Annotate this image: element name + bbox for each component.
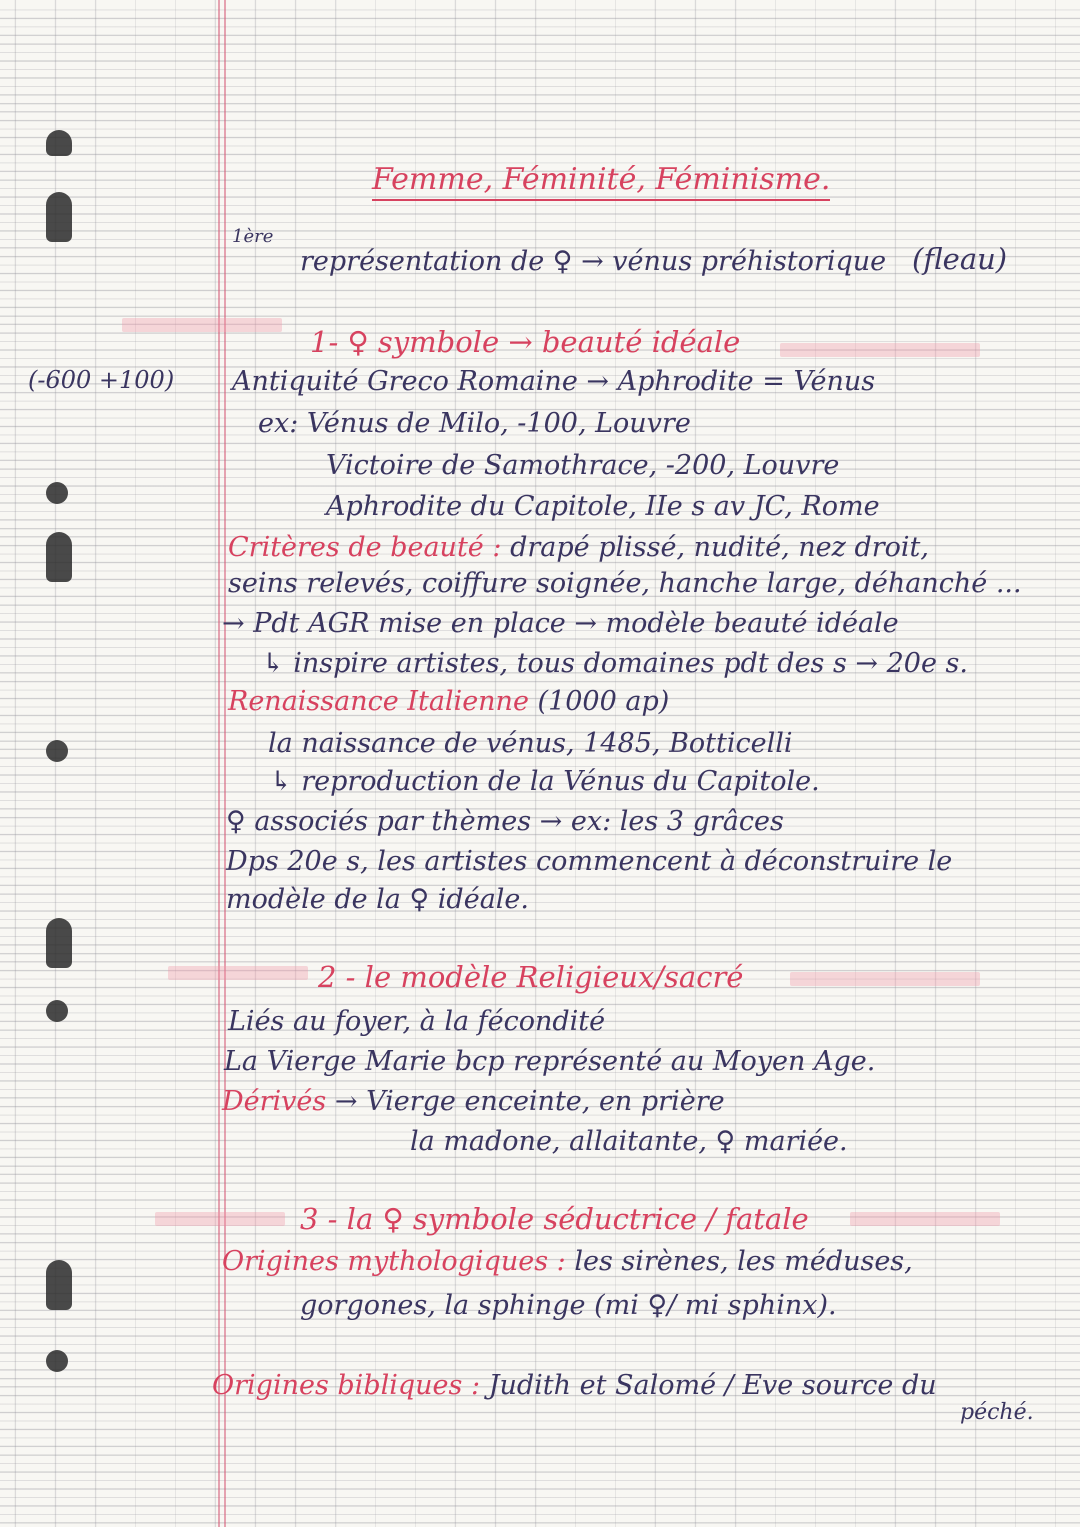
bibliques-line	[212, 1372, 937, 1399]
bibliques-label: Origines bibliques :	[212, 1370, 481, 1401]
modele-line: modèle de la ♀ idéale.	[226, 884, 529, 915]
bibliques-line-2: péché.	[960, 1400, 1034, 1425]
pdt-line: → Pdt AGR mise en place → modèle beauté idéale	[222, 608, 899, 639]
intro-note: (fleau)	[912, 242, 1008, 276]
derives-line	[222, 1088, 725, 1115]
naissance-line: la naissance de vénus, 1485, Botticelli	[268, 728, 793, 759]
criteres-label: Critères de beauté :	[228, 532, 502, 563]
section-3-heading: 3 - la ♀ symbole séductrice / fatale	[300, 1202, 809, 1236]
mythologiques-text: les sirènes, les méduses,	[574, 1246, 913, 1277]
example-line: Aphrodite du Capitole, IIe s av JC, Rome	[326, 491, 880, 522]
intro-line: représentation de ♀ → vénus préhistorique	[300, 246, 887, 277]
section-2-line: La Vierge Marie bcp représenté au Moyen Age.	[224, 1046, 876, 1077]
reproduction-line: ↳ reproduction de la Vénus du Capitole.	[270, 766, 820, 797]
dps-line: Dps 20e s, les artistes commencent à déconstruire le	[226, 846, 953, 877]
criteres-line	[228, 534, 929, 561]
renaissance-line	[228, 688, 669, 715]
binder-hole	[46, 192, 72, 242]
inspire-line: ↳ inspire artistes, tous domaines pdt des s → 20e s.	[262, 648, 968, 679]
criteres-line-2: seins relevés, coiffure soignée, hanche large, déhanché ...	[228, 568, 1022, 599]
margin-line	[224, 0, 226, 1527]
date-range: (-600 +100)	[28, 366, 175, 394]
highlight-band	[790, 972, 980, 986]
renaissance-label: Renaissance Italienne	[228, 686, 529, 717]
binder-hole	[46, 1350, 68, 1372]
title-text: Femme, Féminité, Féminisme.	[372, 162, 830, 201]
renaissance-note: (1000 ap)	[537, 686, 670, 717]
page-title	[372, 162, 831, 197]
derives-label: Dérivés	[222, 1086, 327, 1117]
section-2-heading: 2 - le modèle Religieux/sacré	[318, 960, 744, 994]
highlight-band	[122, 318, 282, 332]
binder-hole	[46, 918, 72, 968]
highlight-band	[780, 343, 980, 357]
example-line: ex: Vénus de Milo, -100, Louvre	[258, 408, 691, 439]
intro-prefix: 1ère	[232, 226, 274, 247]
section-1-heading: 1- ♀ symbole → beauté idéale	[310, 325, 741, 359]
binder-hole	[46, 740, 68, 762]
binder-hole	[46, 532, 72, 582]
section-2-line: Liés au foyer, à la fécondité	[228, 1006, 606, 1037]
highlight-band	[168, 966, 308, 980]
mythologiques-line	[222, 1248, 913, 1275]
binder-hole	[46, 1000, 68, 1022]
section-2-line: la madone, allaitante, ♀ mariée.	[410, 1126, 848, 1157]
associes-line: ♀ associés par thèmes → ex: les 3 grâces	[226, 806, 784, 837]
bibliques-text: Judith et Salomé / Eve source du	[488, 1370, 937, 1401]
binder-hole	[46, 130, 72, 156]
margin-line	[218, 0, 220, 1527]
criteres-text: drapé plissé, nudité, nez droit,	[510, 532, 929, 563]
highlight-band	[155, 1212, 285, 1226]
derives-text: → Vierge enceinte, en prière	[334, 1086, 725, 1117]
binder-hole	[46, 482, 68, 504]
mythologiques-label: Origines mythologiques :	[222, 1246, 566, 1277]
mythologiques-line-2: gorgones, la sphinge (mi ♀/ mi sphinx).	[300, 1290, 837, 1321]
binder-hole	[46, 1260, 72, 1310]
example-line: Victoire de Samothrace, -200, Louvre	[326, 450, 840, 481]
antiquite-line: Antiquité Greco Romaine → Aphrodite = Vénus	[232, 366, 876, 397]
highlight-band	[850, 1212, 1000, 1226]
